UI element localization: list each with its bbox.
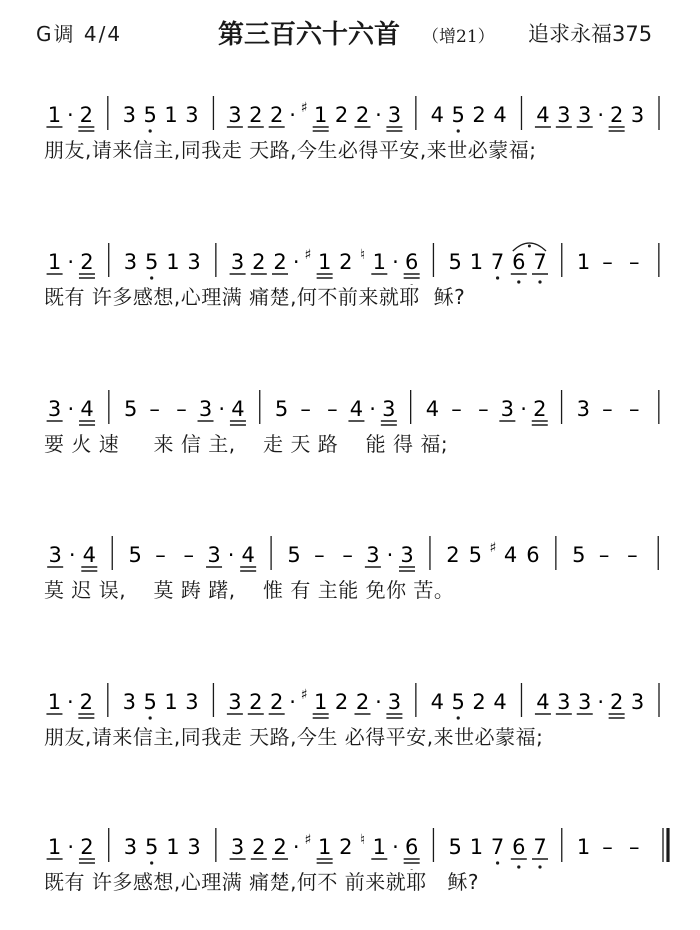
note: 1 <box>317 835 332 859</box>
dot-mark: · <box>292 835 300 859</box>
notation-staff <box>0 518 700 578</box>
note: 6 <box>526 543 540 567</box>
octave-dot <box>517 865 520 868</box>
note: 1 <box>166 250 180 274</box>
octave-dot <box>149 129 152 132</box>
notation-staff <box>0 665 700 725</box>
score-line <box>0 78 700 198</box>
octave-dot <box>457 716 460 719</box>
dot-mark: · <box>68 543 76 567</box>
dot-mark: · <box>67 250 75 274</box>
note: 3 <box>366 543 380 567</box>
note: 3 <box>557 103 571 127</box>
dash-mark: – <box>627 543 638 567</box>
note: 1 <box>469 835 484 859</box>
dash-mark: – <box>598 543 610 567</box>
dash-mark: – <box>155 543 166 567</box>
note: 3 <box>185 690 199 714</box>
note: 2 <box>269 103 284 127</box>
note: 3 <box>47 397 62 421</box>
note: 1 <box>47 690 62 714</box>
dot-mark: · <box>375 103 382 127</box>
dash-mark: – <box>629 835 640 859</box>
note: 3 <box>187 835 201 859</box>
note: 4 <box>80 397 94 421</box>
note: 2 <box>533 397 547 421</box>
dash-mark: – <box>602 250 613 274</box>
note: 1 <box>164 103 178 127</box>
dot-mark: · <box>67 835 75 859</box>
dash-mark: – <box>314 543 325 567</box>
note: 5 <box>451 103 465 127</box>
accidental: ♯ <box>300 100 308 116</box>
note: 1 <box>372 250 387 274</box>
note: 4 <box>536 690 550 714</box>
note: 2 <box>339 250 353 274</box>
dash-mark: – <box>451 397 462 421</box>
note: 4 <box>493 103 507 127</box>
note: 5 <box>144 835 159 859</box>
note: 1 <box>166 835 180 859</box>
note: 4 <box>430 690 445 714</box>
note: 4 <box>82 543 96 567</box>
note: 4 <box>349 397 364 421</box>
note: 7 <box>533 250 547 274</box>
lyrics-line: 要 火 速 来 信 主, 走 天 路 能 得 福; <box>44 432 449 456</box>
dot-mark: · <box>597 103 605 127</box>
dash-mark: – <box>183 543 194 567</box>
note: 3 <box>387 103 402 127</box>
note: 5 <box>448 250 462 274</box>
note: 2 <box>252 250 266 274</box>
note: 2 <box>334 103 349 127</box>
note: 2 <box>339 835 353 859</box>
note: 3 <box>382 397 396 421</box>
note: 7 <box>490 250 505 274</box>
note: 1 <box>317 250 332 274</box>
note: 2 <box>355 103 370 127</box>
note: 2 <box>249 103 263 127</box>
dot-mark: · <box>218 397 226 421</box>
score-line <box>0 810 700 930</box>
note: 4 <box>536 103 550 127</box>
dot-mark: · <box>289 690 296 714</box>
accidental: ♯ <box>304 247 312 263</box>
note: 4 <box>241 543 255 567</box>
note: 5 <box>287 543 301 567</box>
note: 3 <box>578 103 592 127</box>
dot-mark: · <box>227 543 235 567</box>
dot-mark: · <box>369 397 376 421</box>
note: 4 <box>430 103 445 127</box>
note: 2 <box>334 690 349 714</box>
dash-mark: – <box>602 835 613 859</box>
octave-dot <box>457 129 460 132</box>
note: 6 <box>512 835 526 859</box>
score-line <box>0 518 700 638</box>
page-header <box>0 14 700 54</box>
note: 3 <box>500 397 515 421</box>
note: 6 <box>512 250 526 274</box>
dot-mark: · <box>375 690 382 714</box>
note: 3 <box>578 690 592 714</box>
dash-mark: – <box>628 397 640 421</box>
note: 3 <box>198 397 213 421</box>
note: 1 <box>314 690 328 714</box>
note: 2 <box>609 690 624 714</box>
dot-mark: · <box>386 543 394 567</box>
note: 2 <box>273 250 287 274</box>
key-signature: G调 4/4 <box>36 22 123 46</box>
note: 1 <box>576 835 591 859</box>
note: 3 <box>400 543 414 567</box>
dot-mark: · <box>597 690 605 714</box>
note: 3 <box>123 835 138 859</box>
note: 2 <box>609 103 624 127</box>
dash-mark: – <box>602 397 613 421</box>
note: 2 <box>472 103 486 127</box>
score-line <box>0 665 700 785</box>
note: 4 <box>493 690 507 714</box>
collection-label: 追求永福375 <box>528 22 653 46</box>
note: 6 <box>404 835 419 859</box>
accidental: ♯ <box>300 687 308 703</box>
accidental: ♮ <box>360 832 366 848</box>
octave-dot <box>538 280 541 283</box>
note: 2 <box>249 690 263 714</box>
note: 5 <box>451 690 465 714</box>
hymn-note: （增21） <box>422 27 495 47</box>
dash-mark: – <box>300 397 311 421</box>
note: 1 <box>469 250 484 274</box>
note: 5 <box>572 543 586 567</box>
note: 5 <box>128 543 142 567</box>
note: 2 <box>79 103 94 127</box>
note: 3 <box>630 103 645 127</box>
dash-mark: – <box>149 397 160 421</box>
note: 5 <box>143 690 157 714</box>
notation-staff <box>0 372 700 432</box>
notation-staff <box>0 810 700 870</box>
note: 1 <box>47 835 62 859</box>
note: 2 <box>252 835 266 859</box>
dash-mark: – <box>176 397 187 421</box>
dot-mark: · <box>292 250 300 274</box>
dash-mark: – <box>327 397 338 421</box>
note: 2 <box>355 690 370 714</box>
note: 2 <box>446 543 460 567</box>
dot-mark: · <box>392 250 399 274</box>
note: 3 <box>387 690 402 714</box>
note: 2 <box>472 690 486 714</box>
note: 7 <box>533 835 547 859</box>
score-line <box>0 225 700 345</box>
note: 3 <box>557 690 571 714</box>
hymn-title: 第三百六十六首 <box>218 20 401 50</box>
score-line <box>0 372 700 492</box>
note: 2 <box>79 690 94 714</box>
note: 5 <box>468 543 482 567</box>
octave-dot <box>150 276 153 279</box>
notation-staff <box>0 78 700 138</box>
note: 3 <box>123 250 138 274</box>
dash-mark: – <box>629 250 640 274</box>
note: 2 <box>80 250 94 274</box>
note: 5 <box>144 250 159 274</box>
note: 5 <box>143 103 157 127</box>
note: 1 <box>314 103 328 127</box>
lyrics-line: 朋友,请来信主,同我走 天路,今生必得平安,来世必蒙福; <box>44 138 537 162</box>
note: 2 <box>269 690 284 714</box>
dot-mark: · <box>392 835 399 859</box>
note: 3 <box>185 103 199 127</box>
note: 3 <box>630 690 645 714</box>
fermata-dot <box>528 245 531 248</box>
dot-mark: · <box>289 103 296 127</box>
note: 3 <box>576 397 591 421</box>
note: 5 <box>274 397 289 421</box>
accidental: ♯ <box>304 832 312 848</box>
note: 3 <box>207 543 221 567</box>
dot-mark: · <box>67 690 74 714</box>
note: 3 <box>230 835 245 859</box>
note: 4 <box>503 543 518 567</box>
note: 2 <box>273 835 287 859</box>
note: 2 <box>80 835 94 859</box>
dot-mark: · <box>520 397 527 421</box>
note: 1 <box>164 690 178 714</box>
octave-dot <box>496 861 499 864</box>
note: 3 <box>48 543 62 567</box>
dot-mark: · <box>67 103 74 127</box>
octave-dot <box>149 716 152 719</box>
note: 3 <box>122 690 136 714</box>
dot-mark: · <box>67 397 75 421</box>
octave-dot <box>150 861 153 864</box>
note: 4 <box>231 397 245 421</box>
note: 3 <box>122 103 136 127</box>
notation-staff <box>0 225 700 285</box>
note: 3 <box>187 250 201 274</box>
note: 6 <box>404 250 419 274</box>
note: 3 <box>228 690 242 714</box>
octave-dot <box>517 280 520 283</box>
note: 5 <box>448 835 462 859</box>
note: 3 <box>230 250 245 274</box>
lyrics-line: 既有 许多感想,心理满 痛楚,何不 前来就耶 稣? <box>44 870 479 894</box>
accidental: ♮ <box>360 247 366 263</box>
note: 1 <box>47 250 62 274</box>
lyrics-line: 朋友,请来信主,同我走 天路,今生 必得平安,来世必蒙福; <box>44 725 544 749</box>
lyrics-line: 既有 许多感想,心理满 痛楚,何不前来就耶 稣? <box>44 285 466 309</box>
note: 5 <box>123 397 138 421</box>
dash-mark: – <box>478 397 489 421</box>
octave-dot <box>538 865 541 868</box>
note: 3 <box>228 103 242 127</box>
note: 7 <box>490 835 505 859</box>
note: 4 <box>425 397 440 421</box>
dash-mark: – <box>342 543 353 567</box>
lyrics-line: 莫 迟 误, 莫 踌 躇, 惟 有 主能 免你 苦。 <box>44 578 455 602</box>
note: 1 <box>576 250 591 274</box>
octave-dot <box>496 276 499 279</box>
note: 1 <box>372 835 387 859</box>
accidental: ♯ <box>489 540 497 556</box>
note: 1 <box>47 103 62 127</box>
